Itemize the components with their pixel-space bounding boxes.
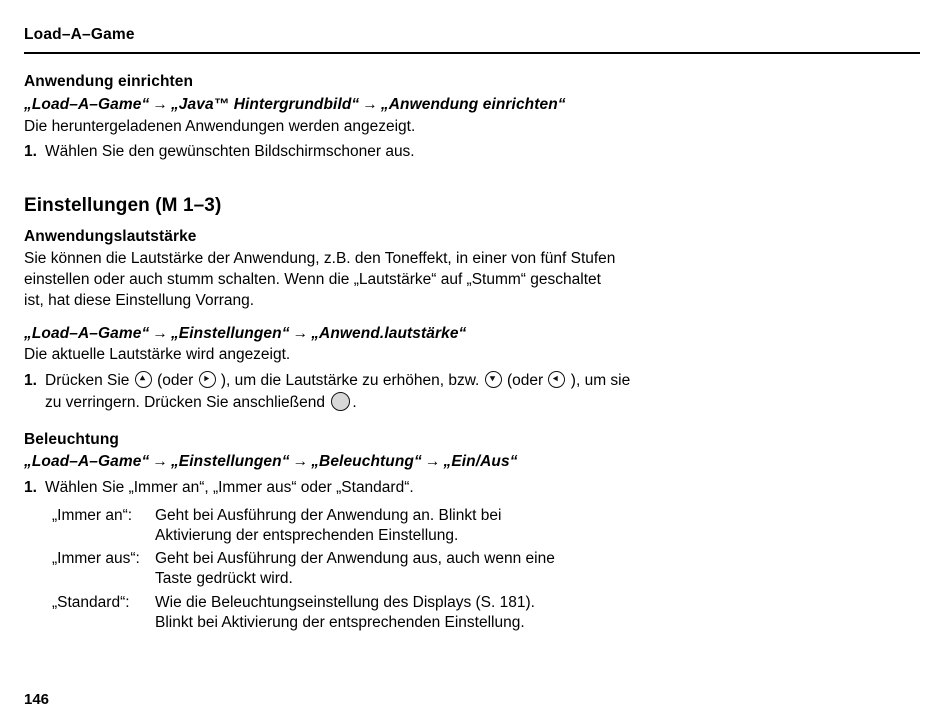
page-number: 146 <box>24 691 50 708</box>
definition-description: Geht bei Ausführung der Anwendung an. Blinkt bei Aktivierung der entsprechenden Einstellung. <box>155 506 502 545</box>
definition-term: „Immer an“: <box>52 506 133 524</box>
light-step-1 <box>24 478 920 499</box>
nav-left-icon <box>548 371 565 388</box>
definition-row <box>52 549 920 589</box>
definition-description: Geht bei Ausführung der Anwendung aus, auch wenn eine Taste gedrückt wird. <box>155 550 555 588</box>
setup-intro-text: Die heruntergeladenen Anwendungen werden angezeigt. <box>24 117 416 135</box>
light-definition-list <box>52 506 920 633</box>
menu-path-item: „Beleuchtung“ <box>311 453 422 471</box>
step-text-part: . <box>352 393 357 411</box>
nav-up-icon <box>135 371 152 388</box>
step-number: 1. <box>24 372 37 390</box>
arrow-icon: → <box>362 95 378 113</box>
definition-row <box>52 506 920 546</box>
arrow-icon: → <box>424 453 441 471</box>
arrow-icon: → <box>152 324 168 342</box>
definition-term: „Standard“: <box>52 593 130 611</box>
arrow-icon: → <box>152 453 168 471</box>
menu-path-light <box>24 452 920 473</box>
step-text <box>45 371 645 414</box>
step-text: Wählen Sie „Immer an“, „Immer aus“ oder „Standard“. <box>45 479 414 497</box>
volume-intro-text: Die aktuelle Lautstärke wird angezeigt. <box>24 346 291 364</box>
menu-path-item: „Load–A–Game“ <box>24 95 150 113</box>
menu-path-setup <box>24 95 920 116</box>
page-header-title: Load–A–Game <box>24 26 135 43</box>
spacer <box>24 314 920 324</box>
menu-path-volume <box>24 324 920 345</box>
step-text-part: Drücken Sie <box>45 372 130 390</box>
section-heading-setup: Anwendung einrichten <box>24 73 194 90</box>
step-text-part: ), um sie zu verringern. Drücken Sie anschließend <box>45 372 631 411</box>
definition-row <box>52 593 920 633</box>
arrow-icon: → <box>152 95 168 113</box>
step-number: 1. <box>24 479 37 497</box>
nav-right-icon <box>199 371 216 388</box>
menu-path-item: „Java™ Hintergrundbild“ <box>170 95 360 113</box>
menu-path-item: „Anwend.lautstärke“ <box>311 324 467 342</box>
menu-path-item: „Load–A–Game“ <box>24 324 150 342</box>
nav-down-icon <box>485 371 502 388</box>
menu-path-item: „Einstellungen“ <box>170 453 290 471</box>
definition-description: Wie die Beleuchtungseinstellung des Displays (S. 181). Blinkt bei Aktivierung der entsprechenden Einstellung. <box>155 593 535 631</box>
arrow-icon: → <box>292 453 309 471</box>
section-heading-light: Beleuchtung <box>24 430 119 448</box>
definition-term: „Immer aus“: <box>52 550 140 568</box>
section-heading-volume: Anwendungslautstärke <box>24 227 197 245</box>
setup-step-1 <box>24 142 920 163</box>
arrow-icon: → <box>292 324 309 342</box>
step-text: Wählen Sie den gewünschten Bildschirmschoner aus. <box>45 143 415 161</box>
center-select-key-icon <box>331 392 350 411</box>
volume-step-1 <box>24 371 920 414</box>
step-text-part: (oder <box>157 372 194 390</box>
step-number: 1. <box>24 143 37 161</box>
menu-path-item: „Anwendung einrichten“ <box>380 95 566 113</box>
section-heading-settings: Einstellungen (M 1–3) <box>24 195 222 217</box>
step-text-part: ), um die Lautstärke zu erhöhen, bzw. <box>220 372 480 390</box>
page-content <box>24 54 920 633</box>
step-text-part: (oder <box>506 372 544 390</box>
volume-body-text: Sie können die Lautstärke der Anwendung, z.B. den Toneffekt, in einer von fünf Stufen einstellen oder auch stumm schalten. Wenn die „Lautstärke“ auf „Stumm“ geschaltet ist, hat diese Einstellung Vorrang. <box>24 250 616 309</box>
spacer <box>24 414 920 430</box>
menu-path-item: „Einstellungen“ <box>170 324 290 342</box>
menu-path-item: „Load–A–Game“ <box>24 453 150 471</box>
menu-path-item: „Ein/Aus“ <box>443 453 518 471</box>
